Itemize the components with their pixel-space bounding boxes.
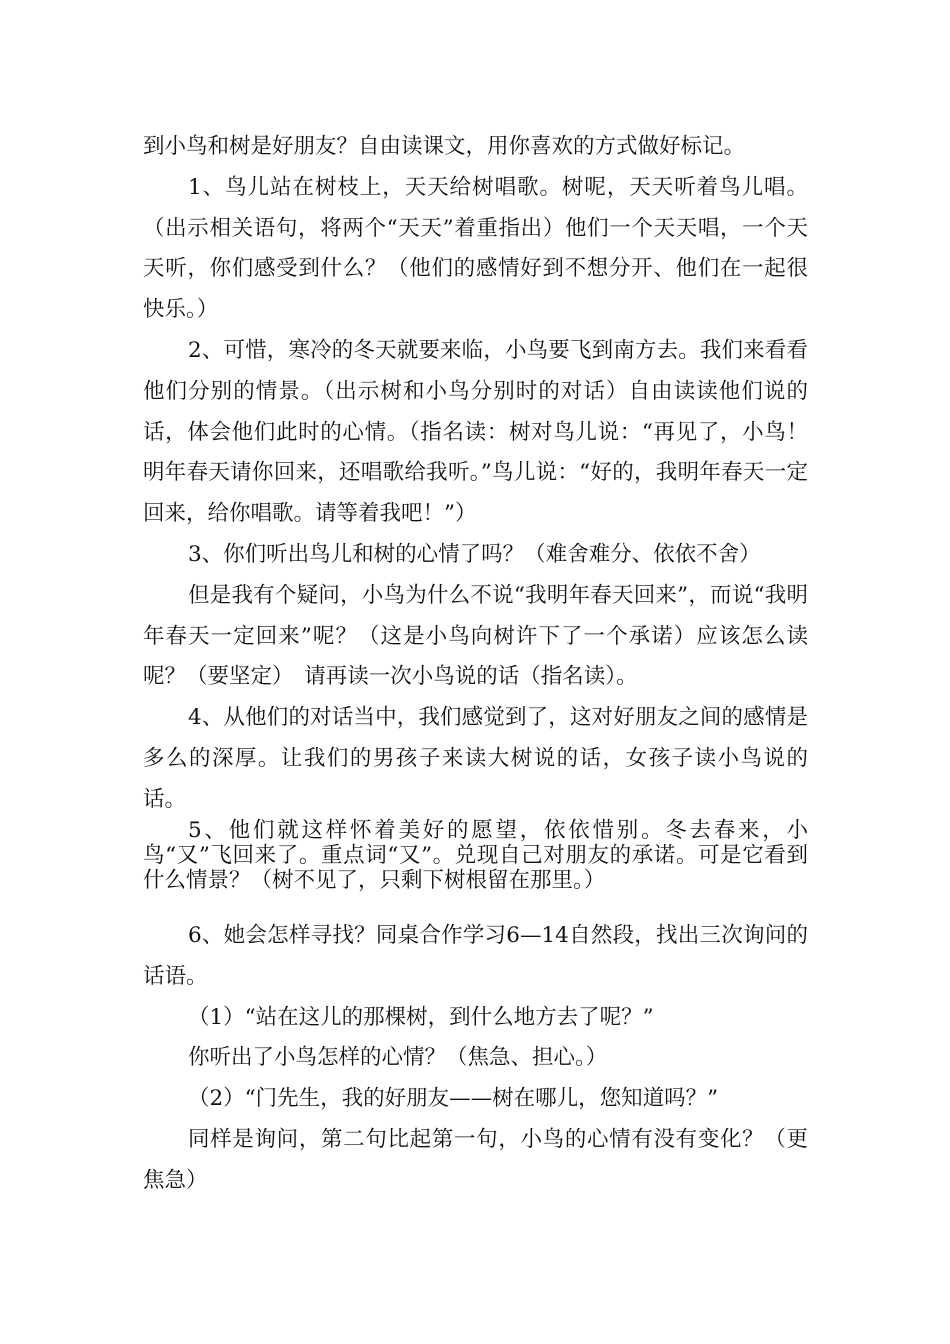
paragraph-point-5: 5、他们就这样怀着美好的愿望，依依惜别。冬去春来，小鸟“又”飞回来了。重点词“又”。兑现自己对朋友的承诺。可是它看到什么情景？（树不见了，只剩下树根留在那里。） [143,818,808,893]
text-block-middle [143,818,808,893]
text-block-lower [143,916,808,1202]
paragraph-point-6: 6、她会怎样寻找？同桌合作学习6—14自然段，找出三次询问的话语。 [143,923,808,989]
paragraph-point-2: 2、可惜，寒冷的冬天就要来临，小鸟要飞到南方去。我们来看看他们分别的情景。（出示树和小鸟分别时的对话）自由读读他们说的话，体会他们此时的心情。（指名读：树对鸟儿说：“再见了，小鸟！明年春天请你回来，还唱歌给我听。”鸟儿说：“好的，我明年春天一定回来，给你唱歌。请等着我吧！”） [143,337,808,527]
paragraph-point-4: 4、从他们的对话当中，我们感觉到了，这对好朋友之间的感情是多么的深厚。让我们的男孩子来读大树说的话，女孩子读小鸟说的话。 [143,705,808,812]
paragraph-compare-question: 同样是询问，第二句比起第一句，小鸟的心情有没有变化？（更焦急） [143,1126,808,1193]
paragraph-point-3: 3、你们听出鸟儿和树的心情了吗？（难舍难分、依依不舍） [188,541,761,567]
text-block-upper [143,127,808,821]
paragraph-quote-1: （1）“站在这儿的那棵树，到什么地方去了呢？” [188,1004,654,1030]
paragraph-question: 但是我有个疑问，小鸟为什么不说“我明年春天回来”，而说“我明年春天一定回来”呢？（这是小鸟向树许下了一个承诺）应该怎么读呢？（要坚定） 请再读一次小鸟说的话（指名读）。 [143,582,808,690]
paragraph-quote-2: （2）“门先生，我的好朋友——树在哪儿，您知道吗？” [188,1086,719,1112]
paragraph-intro: 到小鸟和树是好朋友？自由读课文，用你喜欢的方式做好标记。 [143,134,746,159]
paragraph-point-1: 1、鸟儿站在树枝上，天天给树唱歌。树呢，天天听着鸟儿唱。（出示相关语句，将两个“天天”着重指出）他们一个天天唱，一个天天听，你们感受到什么？（他们的感情好到不想分开、他们在一起很快乐。） [143,174,808,323]
paragraph-feeling-question: 你听出了小鸟怎样的心情？（焦急、担心。） [188,1045,608,1071]
